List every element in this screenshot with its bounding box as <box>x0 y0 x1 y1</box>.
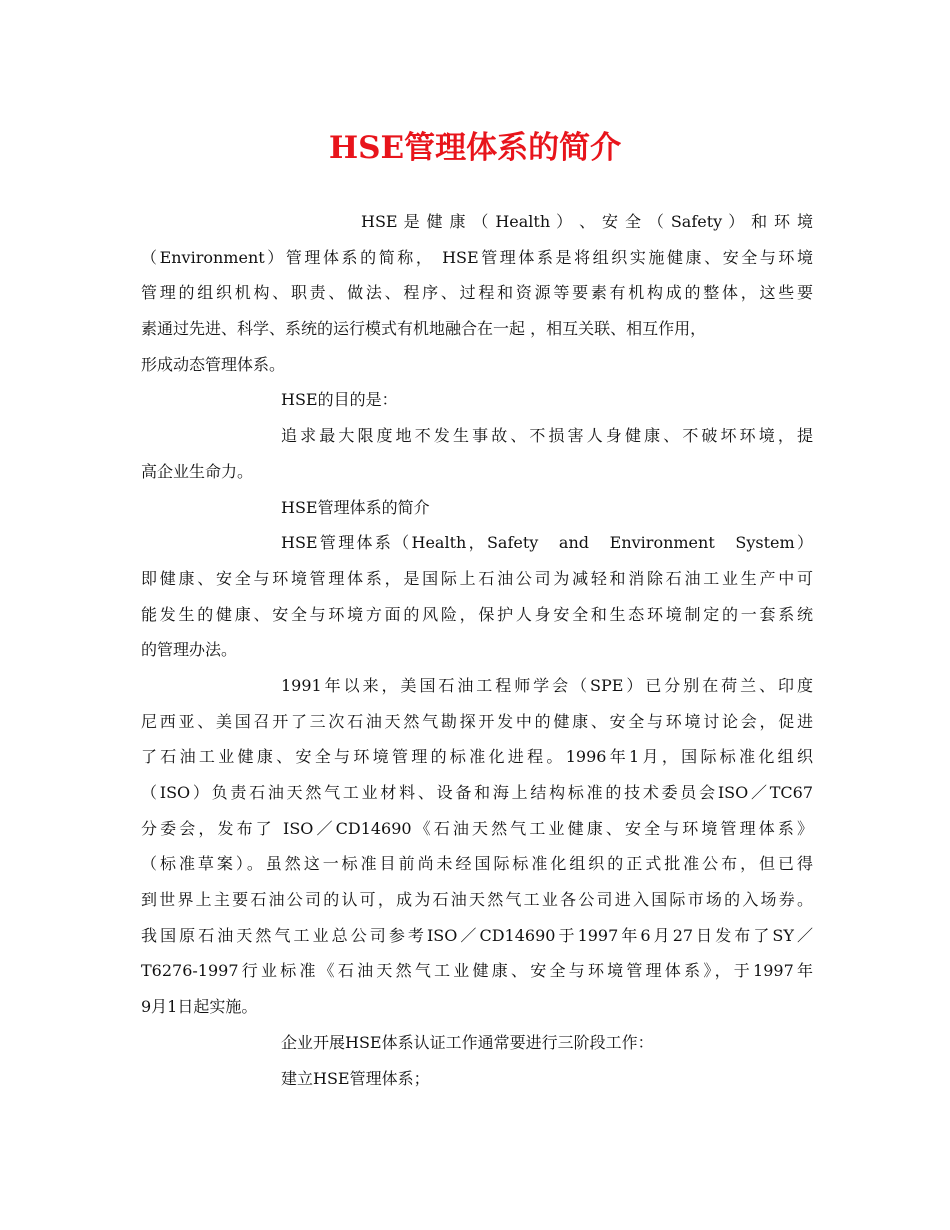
paragraph-line: 建立HSE管理体系； <box>281 1068 430 1088</box>
paragraph-line: T6276-1997行业标准《石油天然气工业健康、安全与环境管理体系》，于1997年 <box>141 961 813 981</box>
document-body <box>141 204 813 1096</box>
paragraph-line: 企业开展HSE体系认证工作通常要进行三阶段工作： <box>281 1032 654 1052</box>
paragraph-line: 即健康、安全与环境管理体系，是国际上石油公司为减轻和消除石油工业生产中可 <box>141 568 813 588</box>
paragraph-line: （标准草案）。虽然这一标准目前尚未经国际标准化组织的正式批准公布，但已得 <box>141 854 813 874</box>
paragraph-line: 管理的组织机构、职责、做法、程序、过程和资源等要素有机构成的整体，这些要 <box>141 283 813 303</box>
paragraph-line: 素通过先进、科学、系统的运行模式有机地融合在一起 ，相互关联、相互作用， <box>141 319 707 339</box>
paragraph-line: 能发生的健康、安全与环境方面的风险，保护人身安全和生态环境制定的一套系统 <box>141 604 813 624</box>
paragraph-line: 1991年以来，美国石油工程师学会（SPE）已分别在荷兰、印度 <box>281 675 813 695</box>
paragraph-line: （ISO）负责石油天然气工业材料、设备和海上结构标准的技术委员会ISO／TC67 <box>141 783 813 802</box>
paragraph-line: 分委会，发布了 ISO／CD14690《石油天然气工业健康、安全与环境管理体系》 <box>141 818 813 838</box>
paragraph-line: HSE的目的是： <box>281 390 398 410</box>
paragraph-line: 了石油工业健康、安全与环境管理的标准化进程。1996年1月，国际标准化组织 <box>141 747 813 767</box>
paragraph-line: 9月1日起实施。 <box>141 997 258 1017</box>
paragraph-line: 尼西亚、美国召开了三次石油天然气勘探开发中的健康、安全与环境讨论会，促进 <box>141 711 813 731</box>
document-title: HSE管理体系的简介 <box>328 130 622 166</box>
paragraph-line: 高企业生命力。 <box>141 461 254 481</box>
paragraph-line: 追求最大限度地不发生事故、不损害人身健康、不破坏环境，提 <box>281 426 813 446</box>
paragraph-line: 到世界上主要石油公司的认可，成为石油天然气工业各公司进入国际市场的入场券。 <box>141 890 813 910</box>
paragraph-line: 我国原石油天然气工业总公司参考ISO／CD14690于1997年6月27日发布了SY／ <box>141 925 813 945</box>
paragraph-line: HSE 是 健 康 （ Health ） 、 安 全 （ Safety ） 和 环 境 <box>361 212 813 231</box>
paragraph-line: HSE管理体系（Health，Safety and Environment System） <box>281 533 813 553</box>
paragraph-line: （Environment）管理体系的简称， HSE管理体系是将组织实施健康、安全与环境 <box>141 247 813 267</box>
paragraph-line: HSE管理体系的简介 <box>281 497 430 517</box>
paragraph-line: 的管理办法。 <box>141 640 238 660</box>
paragraph-line: 形成动态管理体系。 <box>141 354 286 374</box>
